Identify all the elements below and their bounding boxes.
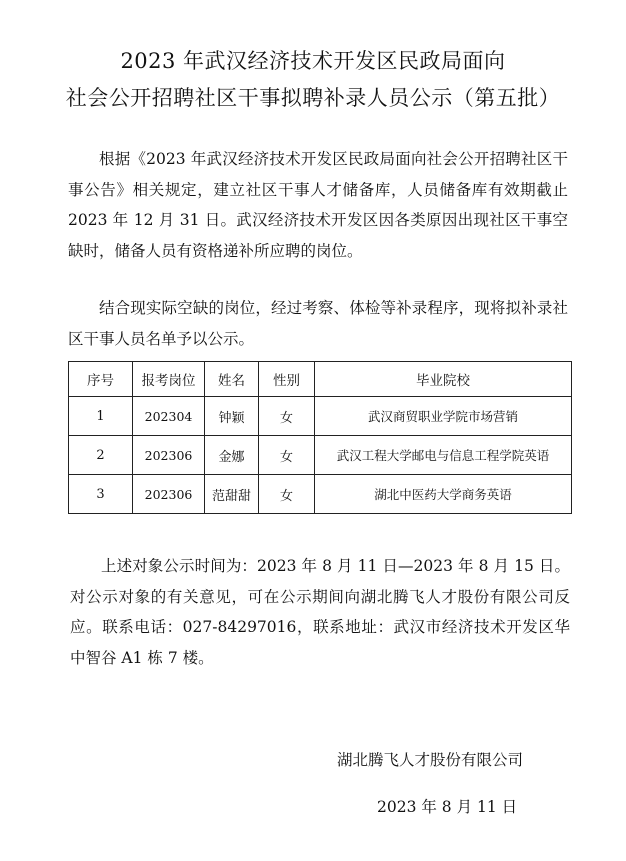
cell-school: 武汉商贸职业学院市场营销: [315, 397, 572, 436]
table-row: [69, 436, 572, 475]
signature-date: 2023 年 8 月 11 日: [377, 798, 518, 816]
header-name: 姓名: [205, 362, 259, 397]
body-paragraph-basis: 根据《2023 年武汉经济技术开发区民政局面向社会公开招聘社区干事公告》相关规定，建立社区干事人才储备库，人员储备库有效期截止 2023 年 12 月 31 日。武汉经济技术开发区因各类原因出现社区干事空缺时，储备人员有资格递补所应聘的岗位。: [68, 150, 568, 260]
cell-index: 2: [69, 436, 133, 475]
header-gender: 性别: [259, 362, 315, 397]
cell-name: 范甜甜: [205, 475, 259, 514]
signature-organization: 湖北腾飞人才股份有限公司: [337, 751, 524, 769]
cell-gender: 女: [259, 436, 315, 475]
cell-name: 金娜: [205, 436, 259, 475]
cell-name: 钟颖: [205, 397, 259, 436]
cell-school: 武汉工程大学邮电与信息工程学院英语: [315, 436, 572, 475]
cell-gender: 女: [259, 475, 315, 514]
cell-school: 湖北中医药大学商务英语: [315, 475, 572, 514]
cell-gender: 女: [259, 397, 315, 436]
header-index: 序号: [69, 362, 133, 397]
header-position: 报考岗位: [133, 362, 205, 397]
cell-position: 202306: [133, 436, 205, 475]
table-row: [69, 475, 572, 514]
page-title-line-2: 社会公开招聘社区干事拟聘补录人员公示（第五批）: [65, 86, 561, 110]
table-row: [69, 397, 572, 436]
body-paragraph-publicity-period: 上述对象公示时间为：2023 年 8 月 11 日—2023 年 8 月 15 日。对公示对象的有关意见，可在公示期间向湖北腾飞人才股份有限公司反应。联系电话：027-84297016，联系地址：武汉市经济技术开发区华中智谷 A1 栋 7 楼。: [70, 557, 570, 667]
cell-index: 1: [69, 397, 133, 436]
cell-position: 202304: [133, 397, 205, 436]
body-paragraph-announcement: 结合现实际空缺的岗位，经过考察、体检等补录程序，现将拟补录社区干事人员名单予以公示。: [68, 299, 568, 348]
header-school: 毕业院校: [315, 362, 572, 397]
page-title-line-1: 2023 年武汉经济技术开发区民政局面向: [120, 49, 506, 73]
cell-position: 202306: [133, 475, 205, 514]
cell-index: 3: [69, 475, 133, 514]
table-header-row: [69, 362, 572, 397]
candidate-table: [68, 361, 572, 514]
